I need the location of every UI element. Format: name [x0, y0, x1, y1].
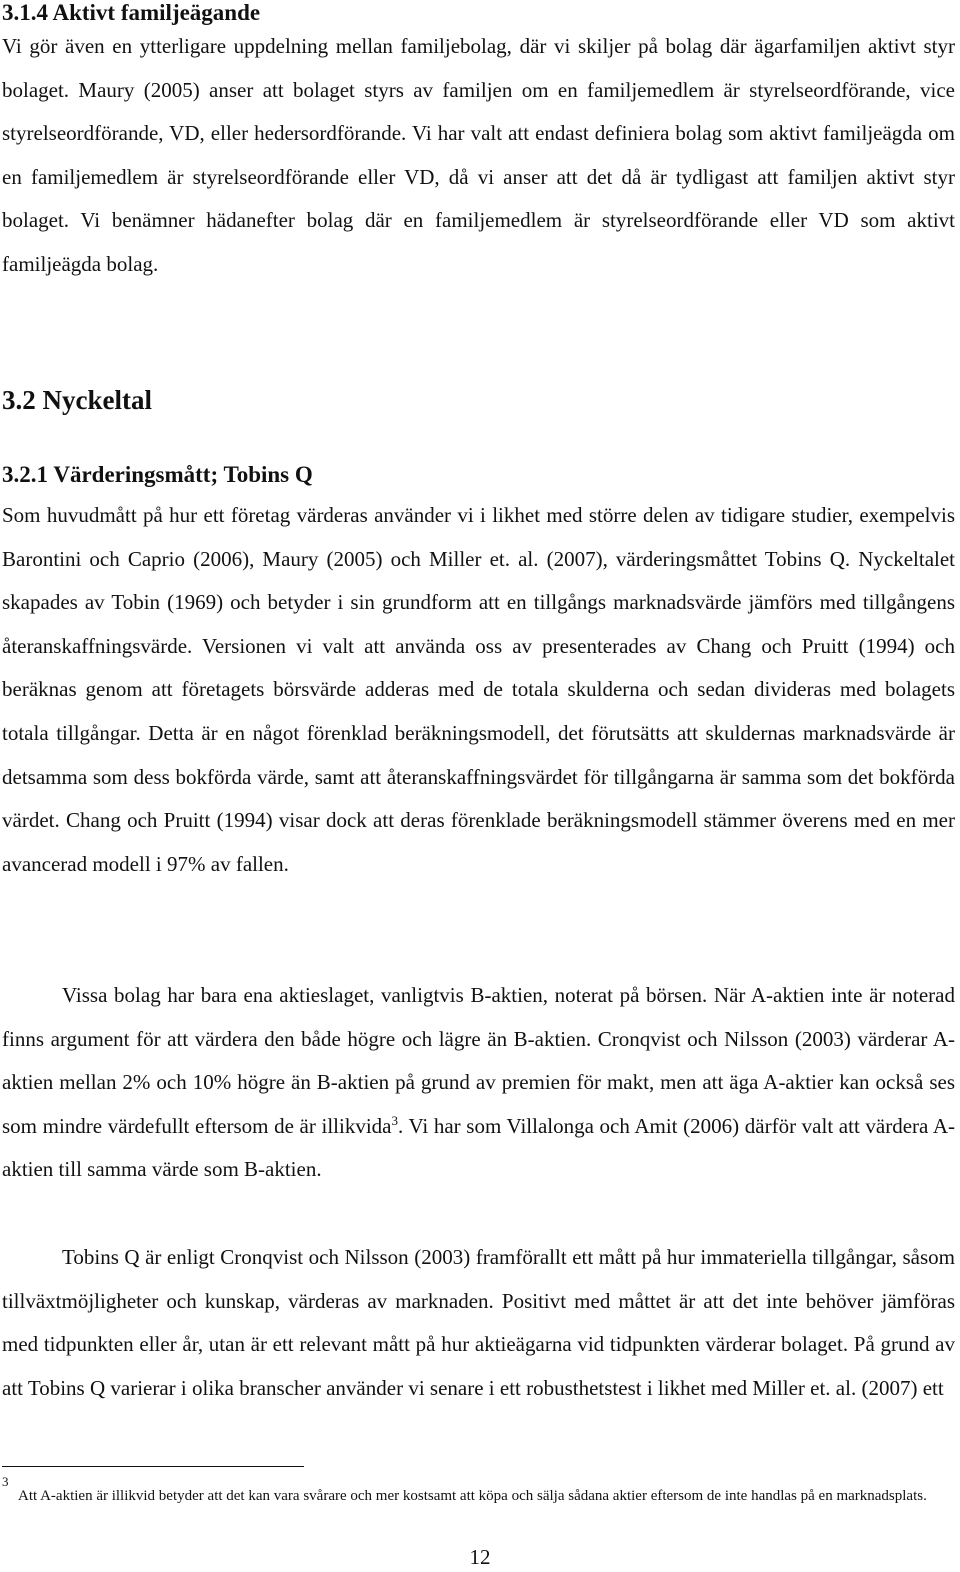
footnote-text: Att A-aktien är illikvid betyder att det kan vara svårare och mer kostsamt att köpa och sälja sådana aktier eftersom de inte handlas på en marknadsplats. [18, 1488, 927, 1504]
paragraph-aktieslag [2, 974, 955, 1192]
section-heading-tobins-q: 3.2.1 Värderingsmått; Tobins Q [2, 462, 313, 487]
paragraph-tobins-q-immateriella: Tobins Q är enligt Cronqvist och Nilsson (2003) framförallt ett mått på hur immateriella tillgångar, såsom tillväxtmöjligheter och kunskap, värderas av marknaden. Positivt med måttet är att det inte behöver jämföras med tidpunkten eller år, utan är ett relevant mått på hur aktieägarna vid tidpunkten värderar bolaget. På grund av att Tobins Q varierar i olika branscher använder vi senare i ett robusthetstest i likhet med Miller et. al. (2007) ett [2, 1245, 955, 1400]
section-heading-nyckeltal: 3.2 Nyckeltal [2, 385, 152, 415]
footnote-reference: 3 [391, 1112, 398, 1128]
paragraph-aktieslag-text-start: Vissa bolag har bara ena aktieslaget, vanligtvis B-aktien, noterat på börsen. När A-aktien inte är noterad finns argument för att värdera den både högre och lägre än B-aktien. Cronqvist och Nilsson (2003) värderar A-aktien mellan 2% och 10% högre än B-aktien på grund av premien för makt, men att äga A-aktier kan också ses som mindre värdefullt eftersom de är illikvida [2, 983, 955, 1138]
paragraph-aktieslag-text-end: . Vi har som Villalonga och Amit (2006) därför valt att värdera A-aktien till samma värde som B-aktien. [2, 1113, 955, 1182]
paragraph-tobins-q-definition: Som huvudmått på hur ett företag värderas använder vi i likhet med större delen av tidigare studier, exempelvis Barontini och Caprio (2006), Maury (2005) och Miller et. al. (2007), värderingsmåttet Tobins Q. Nyckeltalet skapades av Tobin (1969) och betyder i sin grundform att en tillgångs marknadsvärde jämförs med tillgångens återanskaffningsvärde. Versionen vi valt att använda oss av presenterades av Chang och Pruitt (1994) och beräknas genom att företagets börsvärde adderas med de totala skulderna och sedan divideras med bolagets totala tillgångar. Detta är en något förenklad beräkningsmodell, det förutsätts att skuldernas marknadsvärde är detsamma som dess bokförda värde, samt att återanskaffningsvärdet för tillgångarna är samma som det bokförda värdet. Chang och Pruitt (1994) visar dock att deras förenklade beräkningsmodell stämmer överens med en mer avancerad modell i 97% av fallen. [2, 503, 955, 876]
page-number: 12 [469, 1545, 491, 1569]
footnote-separator [2, 1466, 304, 1467]
paragraph-aktivt-familjeagande: Vi gör även en ytterligare uppdelning mellan familjebolag, där vi skiljer på bolag där ägarfamiljen aktivt styr bolaget. Maury (2005) anser att bolaget styrs av familjen om en familjemedlem är styrelseordförande, vice styrelseordförande, VD, eller hedersordförande. Vi har valt att endast definiera bolag som aktivt familjeägda om en familjemedlem är styrelseordförande eller VD, då vi anser att det då är tydligast att familjen aktivt styr bolaget. Vi benämner hädanefter bolag där en familjemedlem är styrelseordförande eller VD som aktivt familjeägda bolag. [2, 34, 955, 276]
footnote-number: 3 [2, 1474, 9, 1489]
section-heading-aktivt-familjeagande: 3.1.4 Aktivt familjeägande [2, 0, 261, 25]
